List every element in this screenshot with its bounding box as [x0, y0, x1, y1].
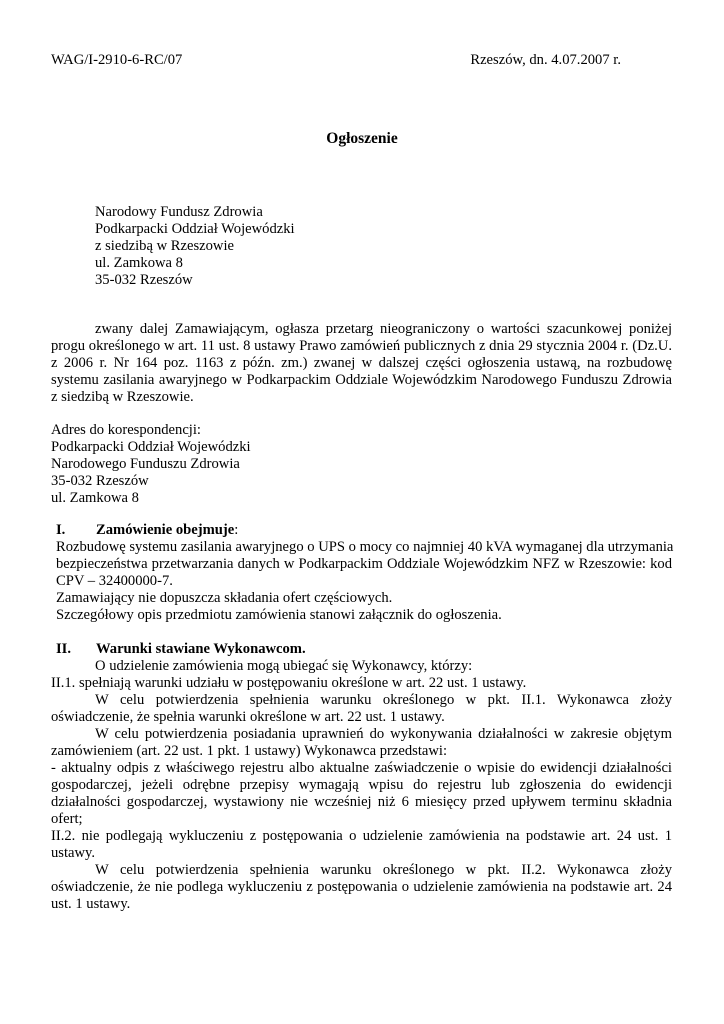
section-1-line: Zamawiający nie dopuszcza składania ofert częściowych.	[56, 590, 393, 606]
intro-line: z siedzibą w Rzeszowie.	[51, 389, 194, 405]
place-date: Rzeszów, dn. 4.07.2007 r.	[470, 52, 621, 68]
section-2-line: W celu potwierdzenia spełnienia warunku określonego w pkt. II.2. Wykonawca złoży	[95, 862, 672, 878]
section-2-line: II.2. nie podlegają wykluczeniu z postępowania o udzielenie zamówienia na podstawie art. 24 ust. 1	[51, 828, 672, 844]
page-title: Ogłoszenie	[326, 130, 398, 147]
section-2-line: W celu potwierdzenia spełnienia warunku określonego w pkt. II.1. Wykonawca złoży	[95, 692, 672, 708]
section-2-line: oświadczenie, że spełnia warunki określone w art. 22 ust. 1 ustawy.	[51, 709, 445, 725]
section-2-line: II.1. spełniają warunki udziału w postępowaniu określone w art. 22 ust. 1 ustawy.	[51, 675, 527, 691]
section-1-line: Szczegółowy opis przedmiotu zamówienia stanowi załącznik do ogłoszenia.	[56, 607, 502, 623]
correspondence-line: Narodowego Funduszu Zdrowia	[51, 456, 240, 472]
section-1-line: Rozbudowę systemu zasilania awaryjnego o UPS o mocy co najmniej 40 kVA wymaganej dla utrzymania	[56, 539, 674, 555]
correspondence-line: ul. Zamkowa 8	[51, 490, 139, 506]
section-2-heading	[56, 641, 306, 658]
section-number: I.	[56, 522, 66, 538]
section-colon: :	[234, 522, 239, 538]
intro-line: progu określonego w art. 11 ust. 8 ustawy Prawo zamówień publicznych z dnia 29 stycznia 2004 r. (Dz.U.	[51, 338, 672, 354]
correspondence-line: Adres do korespondencji:	[51, 422, 201, 438]
section-1-heading	[56, 522, 238, 539]
section-number: II.	[56, 641, 72, 657]
issuer-line: z siedzibą w Rzeszowie	[95, 238, 234, 254]
section-2-line: gospodarczej, jeżeli odrębne przepisy wymagają wpisu do rejestru lub zgłoszenia do ewidencji	[51, 777, 672, 793]
section-2-line: ustawy.	[51, 845, 96, 861]
issuer-line: Podkarpacki Oddział Wojewódzki	[95, 221, 295, 237]
section-1-line: CPV – 32400000-7.	[56, 573, 173, 589]
intro-line: z 2006 r. Nr 164 poz. 1163 z późn. zm.) zwanej w dalszej części ogłoszenia ustawą, na rozbudowę	[51, 355, 672, 371]
section-1-line: bezpieczeństwa przetwarzania danych w Podkarpackim Oddziale Wojewódzkim NFZ w Rzeszowie: kod	[56, 556, 672, 572]
section-2-line: - aktualny odpis z właściwego rejestru albo aktualne zaświadczenie o wpisie do ewidencji działalności	[51, 760, 672, 776]
section-2-line: oświadczenie, że nie podlega wykluczeniu z postępowania o udzielenie zamówienia na podstawie art. 24	[51, 879, 672, 895]
section-title: Warunki stawiane Wykonawcom.	[96, 641, 306, 657]
correspondence-line: 35-032 Rzeszów	[51, 473, 149, 489]
section-2-line: ofert;	[51, 811, 83, 827]
issuer-line: Narodowy Fundusz Zdrowia	[95, 204, 263, 220]
correspondence-line: Podkarpacki Oddział Wojewódzki	[51, 439, 251, 455]
section-2-line: działalności gospodarczej, wystawiony nie wcześniej niż 6 miesięcy przed upływem terminu składnia	[51, 794, 672, 810]
section-2-line: W celu potwierdzenia posiadania uprawnień do wykonywania działalności w zakresie objętym	[95, 726, 672, 742]
intro-line: systemu zasilania awaryjnego w Podkarpackim Oddziale Wojewódzkim Narodowego Funduszu Zdrowia	[51, 372, 672, 388]
section-2-line: zamówieniem (art. 22 ust. 1 pkt. 1 ustawy) Wykonawca przedstawi:	[51, 743, 448, 759]
reference-number: WAG/I-2910-6-RC/07	[51, 52, 183, 68]
section-title: Zamówienie obejmuje	[96, 522, 235, 538]
section-2-line: ust. 1 ustawy.	[51, 896, 131, 912]
issuer-line: ul. Zamkowa 8	[95, 255, 183, 271]
section-2-line: O udzielenie zamówienia mogą ubiegać się Wykonawcy, którzy:	[95, 658, 473, 674]
intro-line: zwany dalej Zamawiającym, ogłasza przetarg nieograniczony o wartości szacunkowej poniżej	[95, 321, 672, 337]
issuer-line: 35-032 Rzeszów	[95, 272, 193, 288]
